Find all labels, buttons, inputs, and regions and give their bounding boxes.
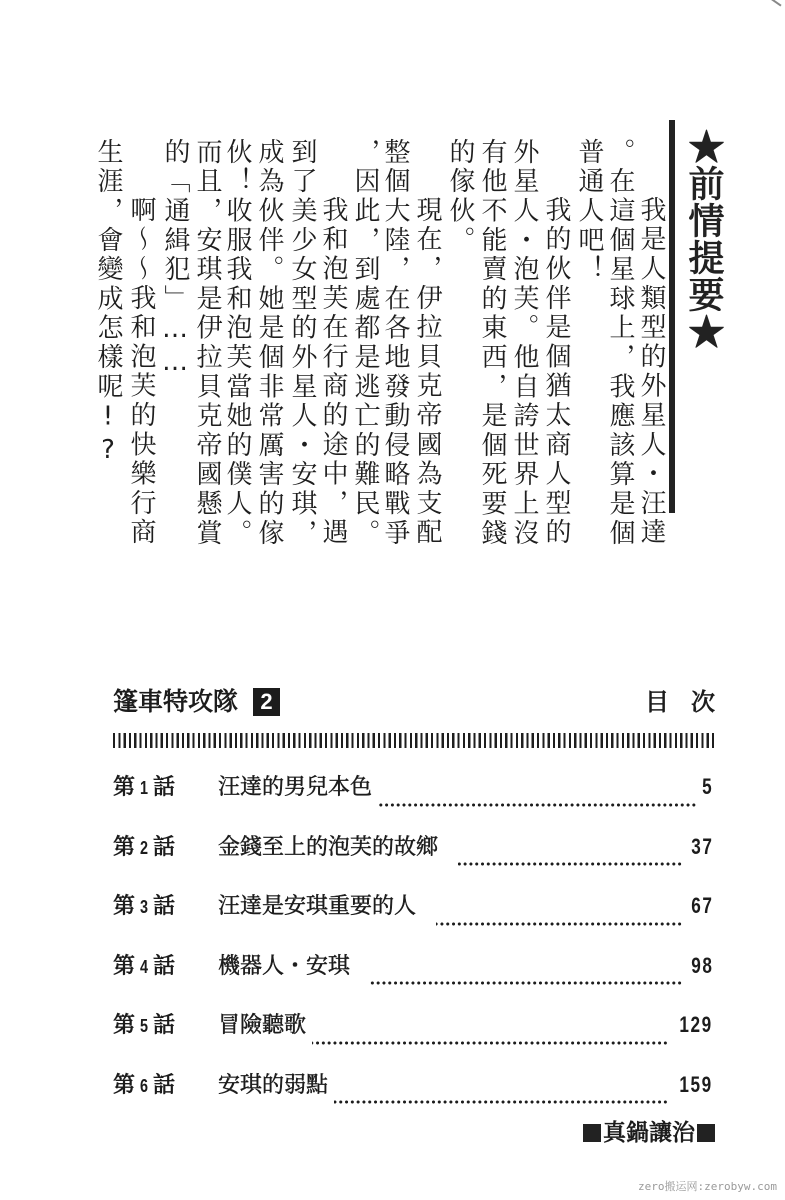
toc-list — [113, 772, 713, 1129]
page-number: 5 — [701, 774, 713, 799]
page-number: 129 — [679, 1012, 713, 1037]
hatched-divider — [113, 733, 717, 748]
page-number: 37 — [690, 833, 713, 859]
dot-leader — [378, 802, 697, 808]
episode-title: 汪達是安琪重要的人 — [218, 894, 417, 919]
synopsis-column: 的傢伙。 — [445, 138, 475, 256]
episode-label: 第 6 話 — [113, 1072, 176, 1098]
toc-entry-4[interactable] — [113, 951, 713, 1011]
watermark: zero搬运网:zerobyw.com — [638, 1180, 777, 1193]
synopsis-column: 而且，安琪是伊拉貝克帝國懸賞 — [192, 138, 222, 549]
episode-label: 第 1 話 — [113, 775, 176, 800]
author-credit — [583, 1119, 715, 1147]
vertical-divider — [669, 120, 675, 513]
synopsis-column: 我的伙伴是個猶太商人型的 — [541, 196, 571, 548]
book-title: 篷車特攻隊 — [113, 687, 239, 716]
toc-entry-3[interactable] — [113, 891, 713, 951]
episode-label: 第 2 話 — [113, 834, 176, 860]
page-number: 159 — [679, 1071, 713, 1097]
dot-leader — [312, 1040, 668, 1046]
synopsis-column: 外星人・泡芙。他自誇世界上沒 — [509, 138, 539, 549]
dot-leader — [458, 861, 683, 867]
episode-label: 第 5 話 — [113, 1013, 176, 1038]
synopsis-column: 我和泡芙在行商的途中，遇 — [318, 196, 348, 548]
episode-title: 機器人・安琪 — [218, 953, 351, 979]
square-ornament-icon — [697, 1124, 715, 1142]
dot-leader — [334, 1099, 668, 1105]
synopsis-column: 普通人吧！ — [574, 138, 604, 285]
synopsis-column: 伙！收服我和泡芙當她的僕人。 — [222, 138, 252, 549]
episode-title: 汪達的男兒本色 — [218, 775, 373, 800]
dot-leader — [436, 921, 683, 927]
square-ornament-icon — [583, 1124, 601, 1142]
episode-label: 第 3 話 — [113, 894, 176, 919]
episode-title: 安琪的弱點 — [218, 1072, 329, 1098]
synopsis-column: 我是人類型的外星人・汪達 — [636, 196, 666, 548]
toc-entry-1[interactable] — [113, 772, 713, 832]
synopsis-column: 現在，伊拉貝克帝國為支配 — [412, 196, 442, 548]
synopsis-column: 成為伙伴。她是個非常厲害的傢 — [254, 138, 284, 549]
synopsis-column: 生涯，會變成怎樣呢!? — [93, 138, 123, 469]
toc-entry-5[interactable] — [113, 1010, 713, 1070]
toc-entry-2[interactable] — [113, 832, 713, 892]
dot-leader — [370, 980, 683, 986]
synopsis-column: 有他不能賣的東西，是個死要錢 — [477, 138, 507, 549]
toc-header — [113, 686, 737, 720]
episode-label: 第 4 話 — [113, 953, 176, 979]
author-name: 真鍋讓治 — [603, 1120, 695, 1146]
toc-label: 目次 — [645, 688, 737, 716]
synopsis-column: 到了美少女型的外星人・安琪， — [287, 138, 317, 549]
synopsis-title: ★前情提要★ — [683, 128, 725, 350]
synopsis-column: 整個大陸，在各地發動侵略戰爭 — [380, 138, 410, 549]
volume-badge: 2 — [253, 688, 280, 716]
episode-title: 冒險聽歌 — [218, 1013, 307, 1038]
synopsis-column: 的「通緝犯」…… — [160, 138, 190, 381]
page-number: 67 — [690, 893, 713, 918]
page-number: 98 — [690, 952, 713, 978]
synopsis-column: 。在這個星球上，我應該算是個 — [605, 138, 635, 549]
synopsis-column: ，因此，到處都是逃亡的難民。 — [350, 138, 380, 549]
episode-title: 金錢至上的泡芙的故鄉 — [218, 834, 439, 860]
synopsis-column: 啊～～我和泡芙的快樂行商 — [126, 196, 156, 548]
